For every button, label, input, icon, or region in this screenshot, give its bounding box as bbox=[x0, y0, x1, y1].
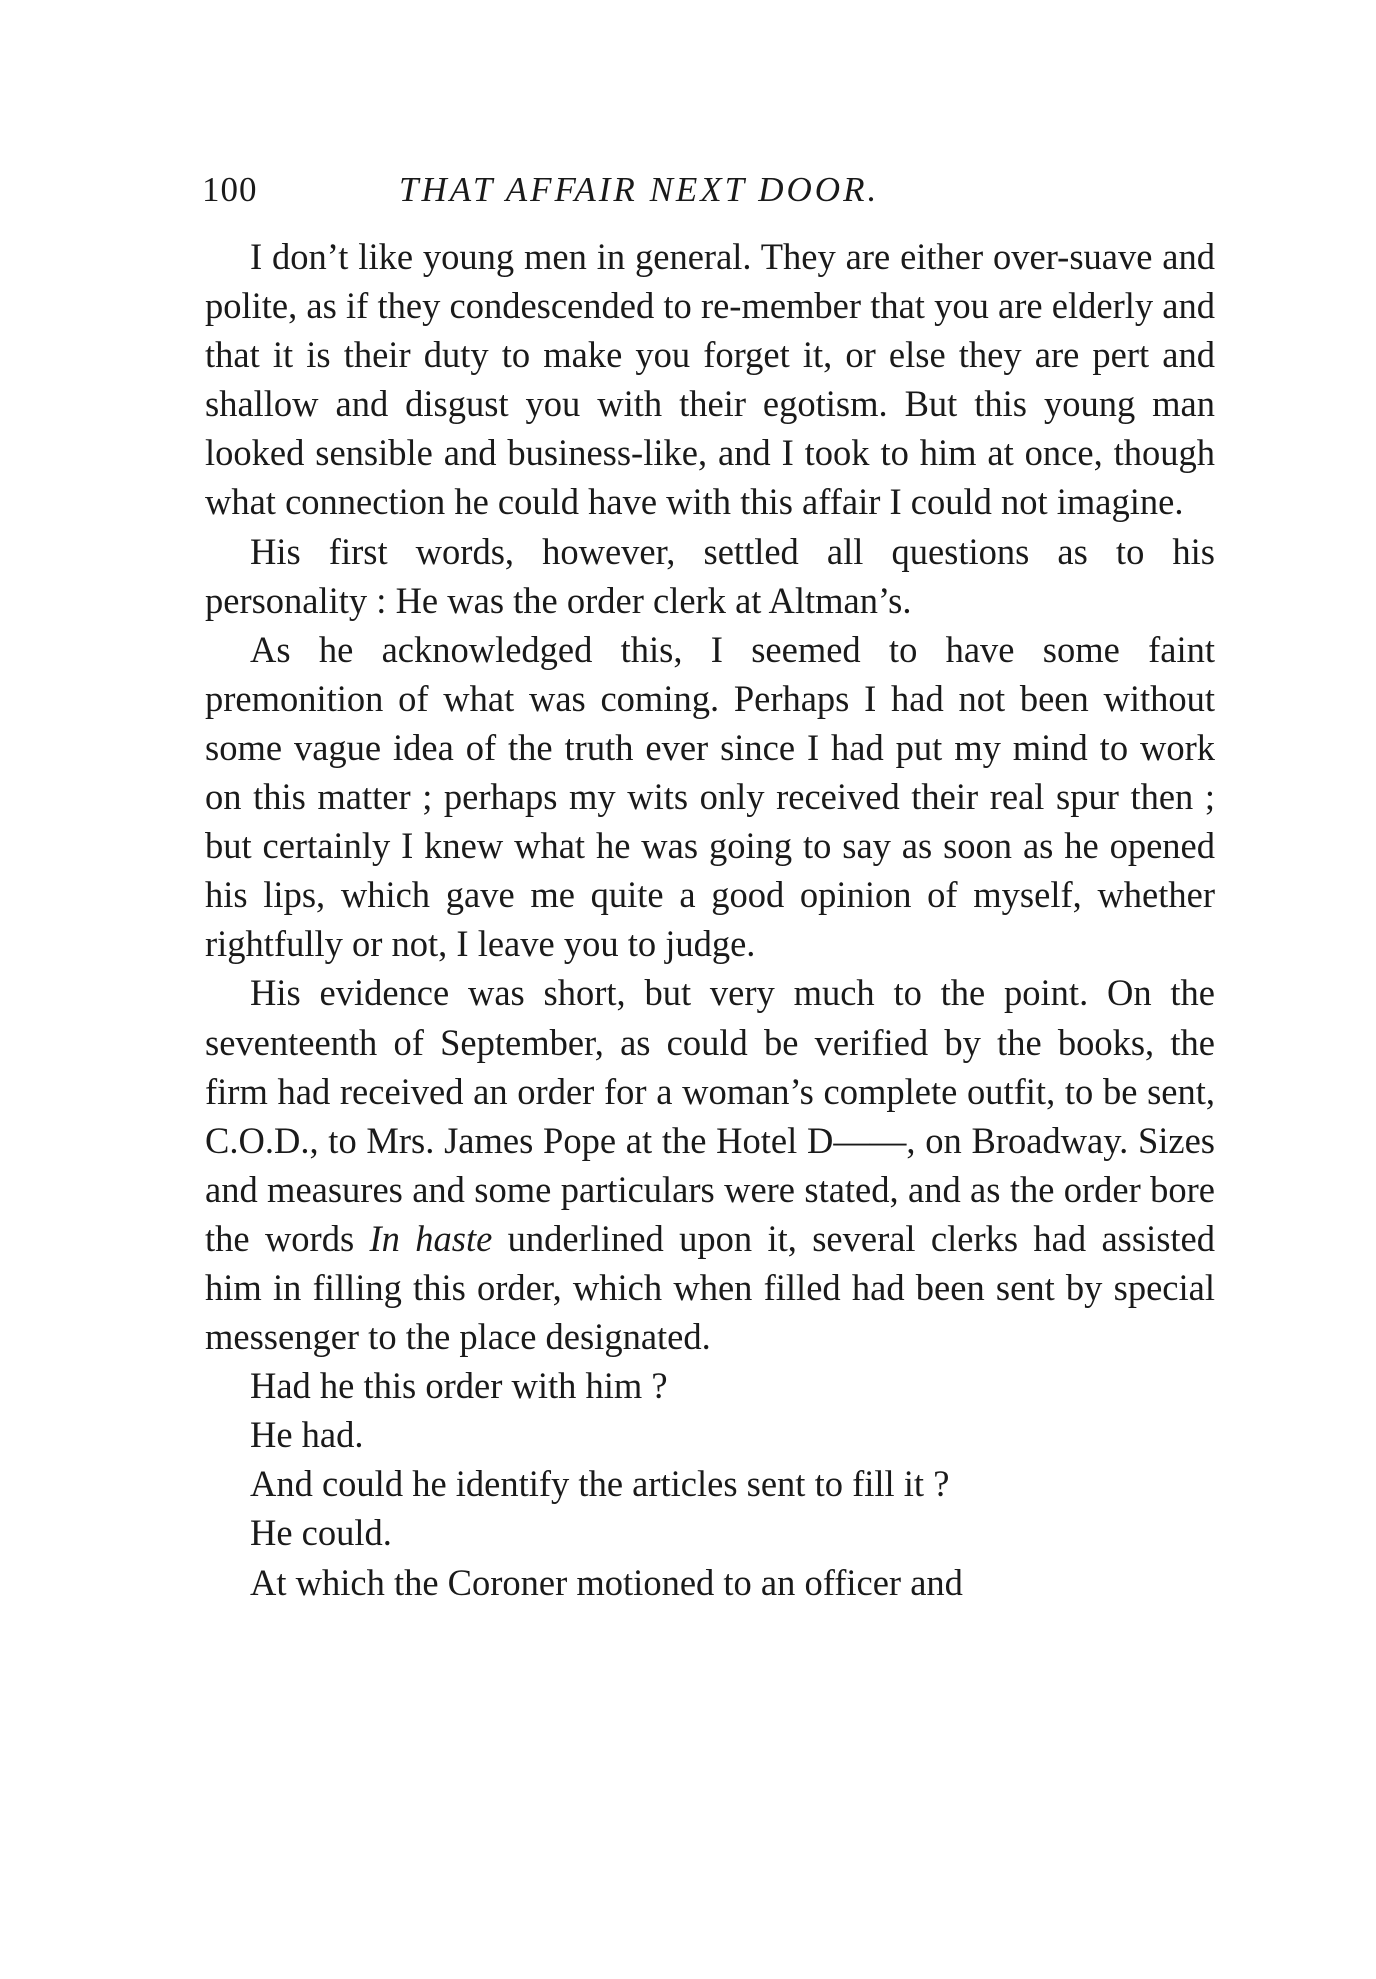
paragraph-final: At which the Coroner motioned to an officer and bbox=[250, 1561, 963, 1603]
answer-had: He had. bbox=[250, 1414, 364, 1456]
answer-could: He could. bbox=[250, 1512, 392, 1554]
running-title: THAT AFFAIR NEXT DOOR. bbox=[399, 170, 880, 209]
paragraph-4 bbox=[205, 968, 1215, 1361]
body-text bbox=[205, 232, 1215, 1607]
paragraph-3: As he acknowledged this, I seemed to have some faint premonition of what was coming. Perhaps I had not been without some vague idea of the truth ever since I had put my mind to work on this matter ; perhaps my wits only received their real spur then ; but certainly I knew what he was going to say as soon as he opened his lips, which gave me quite a good opinion of myself, whether rightfully or not, I leave you to judge. bbox=[205, 628, 1215, 965]
question-order: Had he this order with him ? bbox=[250, 1365, 668, 1407]
question-identify: And could he identify the articles sent to fill it ? bbox=[250, 1463, 950, 1505]
in-haste-emphasis: In haste bbox=[369, 1217, 493, 1259]
paragraph-4-part-1: His evidence was short, but very much to the point. On the seventeenth of September, as could be verified by the books, the firm had received an order for a woman’s complete outfit, to be sent, C.O.D., to Mrs. James Pope at the Hotel D——, on Broadway. Sizes and measures and some particulars were stated, and as the order bore the words bbox=[205, 972, 1215, 1259]
page-number: 100 bbox=[202, 170, 258, 209]
paragraph-2: His first words, however, settled all questions as to his personality : He was the order clerk at Altman’s. bbox=[205, 530, 1215, 621]
paragraph-4-part-2: underlined upon it, several clerks had assisted him in filling this order, which when filled had been sent by special messenger to the place designated. bbox=[205, 1217, 1216, 1358]
running-header bbox=[202, 165, 1212, 215]
paragraph-1: I don’t like young men in general. They are either over-suave and polite, as if they condescended to re-member that you are elderly and that it is their duty to make you forget it, or else they are pert and shallow and disgust you with their egotism. But this young man looked sensible and business-like, and I took to him at once, though what connection he could have with this affair I could not imagine. bbox=[205, 236, 1215, 523]
